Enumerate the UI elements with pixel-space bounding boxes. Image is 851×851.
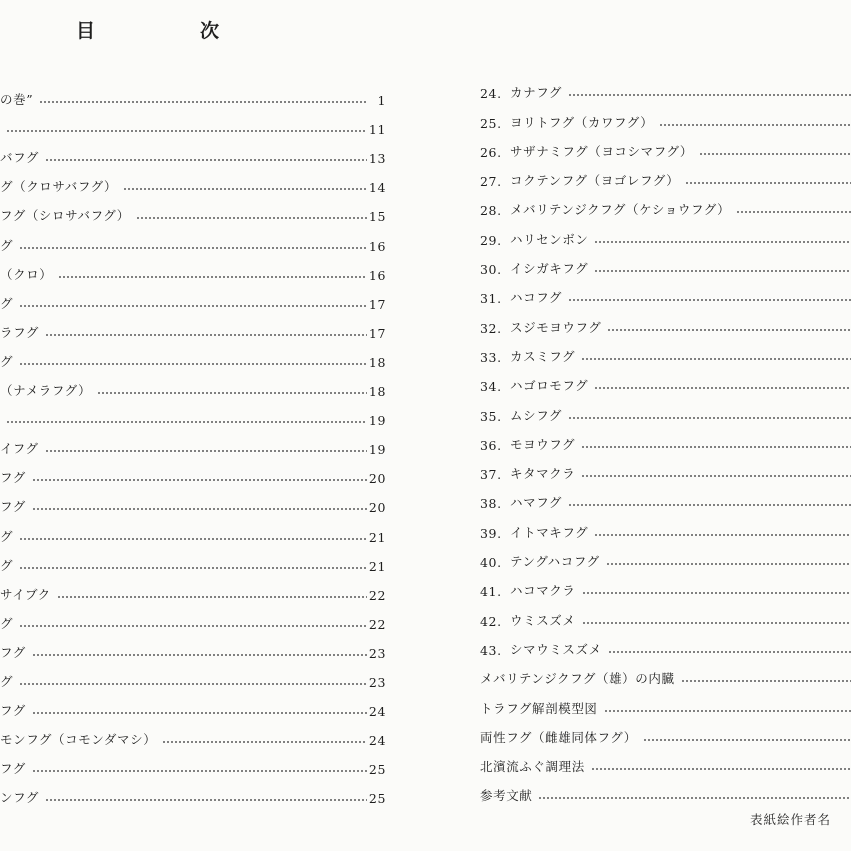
toc-entry-label: 北濱流ふぐ調理法 bbox=[480, 759, 585, 775]
toc-dot-leader bbox=[97, 370, 367, 399]
toc-entry-label: フグ bbox=[0, 644, 26, 660]
toc-entry-number: 36. bbox=[480, 437, 502, 453]
toc-entry-label: トラフグ解剖模型図 bbox=[480, 700, 598, 716]
toc-dot-leader bbox=[659, 101, 851, 130]
toc-entry-number: 32. bbox=[480, 320, 502, 336]
toc-entry-page: 22 bbox=[368, 587, 386, 603]
toc-entry bbox=[0, 137, 386, 166]
toc-dot-leader bbox=[608, 629, 851, 658]
toc-entry bbox=[0, 777, 386, 806]
toc-entry-label: グ bbox=[0, 557, 14, 573]
toc-entry-label: イトマキフグ bbox=[510, 524, 589, 540]
toc-dot-leader bbox=[581, 424, 851, 453]
toc-entry-page: 25 bbox=[368, 791, 386, 807]
toc-entry-label: イシガキフグ bbox=[510, 261, 589, 277]
page-title bbox=[0, 16, 300, 40]
toc-entry-label: イフグ bbox=[0, 441, 39, 457]
toc-entry bbox=[0, 603, 386, 632]
toc-entry-number: 30. bbox=[480, 262, 502, 278]
toc-entry bbox=[480, 131, 851, 160]
toc-entry bbox=[480, 306, 851, 335]
toc-entry-number: 28. bbox=[480, 203, 502, 219]
toc-entry bbox=[0, 457, 386, 486]
toc-entry-label: モヨウフグ bbox=[510, 436, 576, 452]
toc-entry-page: 16 bbox=[368, 238, 386, 254]
toc-entry-page: 23 bbox=[368, 674, 386, 690]
toc-entry bbox=[480, 394, 851, 423]
toc-entry bbox=[480, 160, 851, 189]
toc-dot-leader bbox=[32, 690, 367, 719]
toc-entry-number: 27. bbox=[480, 174, 502, 190]
toc-entry-label: ムシフグ bbox=[510, 407, 563, 423]
toc-dot-leader bbox=[45, 428, 367, 457]
toc-dot-leader bbox=[568, 277, 851, 306]
toc-dot-leader bbox=[19, 603, 367, 632]
toc-entry bbox=[0, 515, 386, 544]
toc-entry-page: 18 bbox=[368, 354, 386, 370]
toc-dot-leader bbox=[594, 511, 851, 540]
toc-entry bbox=[0, 428, 386, 457]
toc-entry bbox=[480, 101, 851, 130]
toc-entry-label: メバリテンジクフグ（ケショウフグ） bbox=[510, 202, 731, 218]
toc-entry-number: 25. bbox=[480, 115, 502, 131]
toc-entry bbox=[480, 218, 851, 247]
toc-entry-number: 41. bbox=[480, 584, 502, 600]
toc-entry-label: スジモヨウフグ bbox=[510, 319, 602, 335]
toc-dot-leader bbox=[19, 224, 367, 253]
toc-dot-leader bbox=[162, 719, 367, 748]
toc-entry bbox=[480, 248, 851, 277]
toc-left-column bbox=[0, 79, 386, 806]
toc-dot-leader bbox=[32, 748, 367, 777]
toc-entry-number: 43. bbox=[480, 642, 502, 658]
toc-entry-label: グ bbox=[0, 353, 14, 369]
toc-entry-label: グ bbox=[0, 528, 14, 544]
toc-entry-label: フグ bbox=[0, 703, 26, 719]
toc-dot-leader bbox=[57, 574, 367, 603]
toc-entry-page: 20 bbox=[368, 500, 386, 516]
toc-entry-number: 35. bbox=[480, 408, 502, 424]
toc-entry-label: ハコマクラ bbox=[510, 583, 576, 599]
toc-entry-number: 34. bbox=[480, 379, 502, 395]
toc-entry-label: （ナメラフグ） bbox=[0, 383, 92, 399]
toc-dot-leader bbox=[19, 283, 367, 312]
toc-entry bbox=[0, 486, 386, 515]
toc-entry-number: 42. bbox=[480, 613, 502, 629]
toc-entry-label: ハゴロモフグ bbox=[510, 378, 589, 394]
toc-entry-page: 19 bbox=[368, 413, 386, 429]
toc-entry bbox=[0, 748, 386, 777]
toc-entry-label: グ bbox=[0, 237, 14, 253]
toc-entry-label: カスミフグ bbox=[510, 348, 576, 364]
toc-entry-label: サザナミフグ（ヨコシマフグ） bbox=[510, 143, 694, 159]
toc-dot-leader bbox=[32, 486, 367, 515]
toc-dot-leader bbox=[45, 312, 367, 341]
toc-entry bbox=[480, 72, 851, 101]
toc-entry-page: 1 bbox=[377, 93, 386, 109]
toc-entry bbox=[480, 541, 851, 570]
toc-entry bbox=[480, 482, 851, 511]
toc-entry bbox=[0, 370, 386, 399]
toc-entry bbox=[480, 629, 851, 658]
toc-dot-leader bbox=[19, 661, 367, 690]
toc-entry-label: グ bbox=[0, 673, 14, 689]
toc-entry-label: の巻” bbox=[0, 92, 34, 108]
toc-entry-label: 両性フグ（雌雄同体フグ） bbox=[480, 729, 637, 745]
toc-entry-label: ヨリトフグ（カワフグ） bbox=[510, 114, 654, 130]
toc-entry-label: グ bbox=[0, 295, 14, 311]
toc-dot-leader bbox=[606, 541, 851, 570]
toc-entry bbox=[480, 336, 851, 365]
toc-dot-leader bbox=[568, 72, 851, 101]
toc-entry bbox=[0, 195, 386, 224]
toc-entry bbox=[0, 545, 386, 574]
toc-entry bbox=[0, 224, 386, 253]
toc-entry-label: コクテンフグ（ヨゴレフグ） bbox=[510, 173, 680, 189]
toc-entry-page: 19 bbox=[368, 442, 386, 458]
toc-entry bbox=[480, 277, 851, 306]
toc-entry-page: 24 bbox=[368, 733, 386, 749]
toc-entry-page: 21 bbox=[368, 558, 386, 574]
toc-entry-label: 参考文献 bbox=[480, 788, 533, 804]
toc-entry-page: 24 bbox=[368, 704, 386, 720]
toc-dot-leader bbox=[6, 108, 367, 137]
toc-entry bbox=[0, 574, 386, 603]
toc-entry-page: 15 bbox=[368, 209, 386, 225]
toc-dot-leader bbox=[736, 189, 851, 218]
toc-entry-label: サイブク bbox=[0, 586, 51, 602]
toc-entry bbox=[480, 717, 851, 746]
toc-entry-label: ウミスズメ bbox=[510, 612, 576, 628]
toc-entry-label: モンフグ（コモンダマシ） bbox=[0, 732, 157, 748]
toc-dot-leader bbox=[582, 570, 851, 599]
toc-entry-page: 17 bbox=[368, 296, 386, 312]
toc-dot-leader bbox=[581, 336, 851, 365]
toc-entry-page: 21 bbox=[368, 529, 386, 545]
toc-dot-leader bbox=[39, 79, 367, 108]
toc-entry bbox=[480, 365, 851, 394]
toc-entry bbox=[480, 453, 851, 482]
toc-entry bbox=[480, 746, 851, 775]
toc-entry-page: 20 bbox=[368, 471, 386, 487]
toc-entry bbox=[0, 632, 386, 661]
toc-entry-page: 22 bbox=[368, 616, 386, 632]
toc-entry-label: フグ（シロサバフグ） bbox=[0, 208, 130, 224]
toc-entry-number: 24. bbox=[480, 86, 502, 102]
toc-entry-label: グ（クロサバフグ） bbox=[0, 179, 118, 195]
toc-dot-leader bbox=[58, 254, 367, 283]
toc-dot-leader bbox=[604, 687, 851, 716]
toc-dot-leader bbox=[19, 545, 367, 574]
toc-dot-leader bbox=[568, 394, 851, 423]
toc-entry-label: グ bbox=[0, 615, 14, 631]
toc-dot-leader bbox=[581, 453, 851, 482]
toc-entry-label: テングハコフグ bbox=[510, 554, 600, 570]
toc-entry-label: ハコフグ bbox=[510, 290, 563, 306]
toc-dot-leader bbox=[591, 746, 851, 775]
toc-dot-leader bbox=[32, 457, 367, 486]
toc-entry-label: ハマフグ bbox=[510, 495, 563, 511]
page-title-char: 次 bbox=[200, 20, 221, 42]
toc-entry-label: フグ bbox=[0, 499, 26, 515]
toc-entry-label: （クロ） bbox=[0, 266, 53, 282]
toc-entry-number: 40. bbox=[480, 555, 502, 571]
toc-entry bbox=[0, 661, 386, 690]
toc-dot-leader bbox=[45, 777, 367, 806]
toc-entry-number: 29. bbox=[480, 232, 502, 248]
toc-dot-leader bbox=[19, 341, 367, 370]
toc-dot-leader bbox=[594, 365, 851, 394]
toc-dot-leader bbox=[136, 195, 367, 224]
toc-entry-label: カナフグ bbox=[510, 85, 563, 101]
toc-dot-leader bbox=[594, 248, 851, 277]
toc-entry-number: 39. bbox=[480, 525, 502, 541]
toc-dot-leader bbox=[568, 482, 851, 511]
toc-entry bbox=[480, 424, 851, 453]
toc-entry-page: 23 bbox=[368, 645, 386, 661]
toc-entry bbox=[0, 399, 386, 428]
toc-dot-leader bbox=[32, 632, 367, 661]
toc-entry-label: キタマクラ bbox=[510, 466, 576, 482]
toc-entry-label: シマウミスズメ bbox=[510, 641, 602, 657]
toc-entry bbox=[0, 166, 386, 195]
toc-dot-leader bbox=[594, 218, 851, 247]
toc-entry-label: フグ bbox=[0, 761, 26, 777]
toc-entry bbox=[0, 690, 386, 719]
toc-entry-label: ンフグ bbox=[0, 790, 39, 806]
page-title-char: 目 bbox=[76, 20, 97, 42]
toc-entry-number: 26. bbox=[480, 144, 502, 160]
toc-dot-leader bbox=[607, 306, 851, 335]
toc-entry bbox=[0, 108, 386, 137]
toc-entry bbox=[0, 79, 386, 108]
toc-entry-page: 25 bbox=[368, 762, 386, 778]
toc-entry-page: 14 bbox=[368, 180, 386, 196]
toc-dot-leader bbox=[45, 137, 367, 166]
toc-entry bbox=[480, 658, 851, 687]
toc-entry-label: ハリセンボン bbox=[510, 231, 589, 247]
toc-entry-page: 11 bbox=[368, 122, 386, 138]
toc-dot-leader bbox=[582, 599, 851, 628]
toc-entry bbox=[0, 312, 386, 341]
toc-entry-number: 37. bbox=[480, 467, 502, 483]
toc-dot-leader bbox=[19, 515, 367, 544]
toc-entry-label: フグ bbox=[0, 470, 26, 486]
toc-entry-page: 16 bbox=[368, 267, 386, 283]
toc-entry bbox=[480, 570, 851, 599]
toc-entry bbox=[480, 687, 851, 716]
toc-dot-leader bbox=[699, 131, 851, 160]
toc-dot-leader bbox=[685, 160, 851, 189]
toc-entry-page: 18 bbox=[368, 384, 386, 400]
toc-dot-leader bbox=[643, 717, 851, 746]
toc-entry bbox=[0, 719, 386, 748]
toc-entry-label: ラフグ bbox=[0, 324, 39, 340]
toc-entry bbox=[0, 341, 386, 370]
toc-entry-number: 31. bbox=[480, 291, 502, 307]
toc-entry bbox=[0, 283, 386, 312]
toc-entry bbox=[480, 775, 851, 804]
toc-right-column bbox=[480, 72, 851, 804]
toc-entry bbox=[480, 189, 851, 218]
toc-entry bbox=[480, 599, 851, 628]
toc-dot-leader bbox=[6, 399, 367, 428]
toc-dot-leader bbox=[681, 658, 851, 687]
cover-credit: 表紙絵作者名 bbox=[750, 812, 832, 827]
toc-entry-number: 33. bbox=[480, 349, 502, 365]
toc-dot-leader bbox=[123, 166, 367, 195]
toc-entry bbox=[480, 511, 851, 540]
toc-entry-label: メバリテンジクフグ（雄）の内臓 bbox=[480, 671, 675, 687]
toc-entry-page: 17 bbox=[368, 325, 386, 341]
toc-entry-number: 38. bbox=[480, 496, 502, 512]
toc-entry bbox=[0, 254, 386, 283]
toc-entry-label: バフグ bbox=[0, 150, 39, 166]
toc-dot-leader bbox=[538, 775, 851, 804]
toc-entry-page: 13 bbox=[368, 151, 386, 167]
